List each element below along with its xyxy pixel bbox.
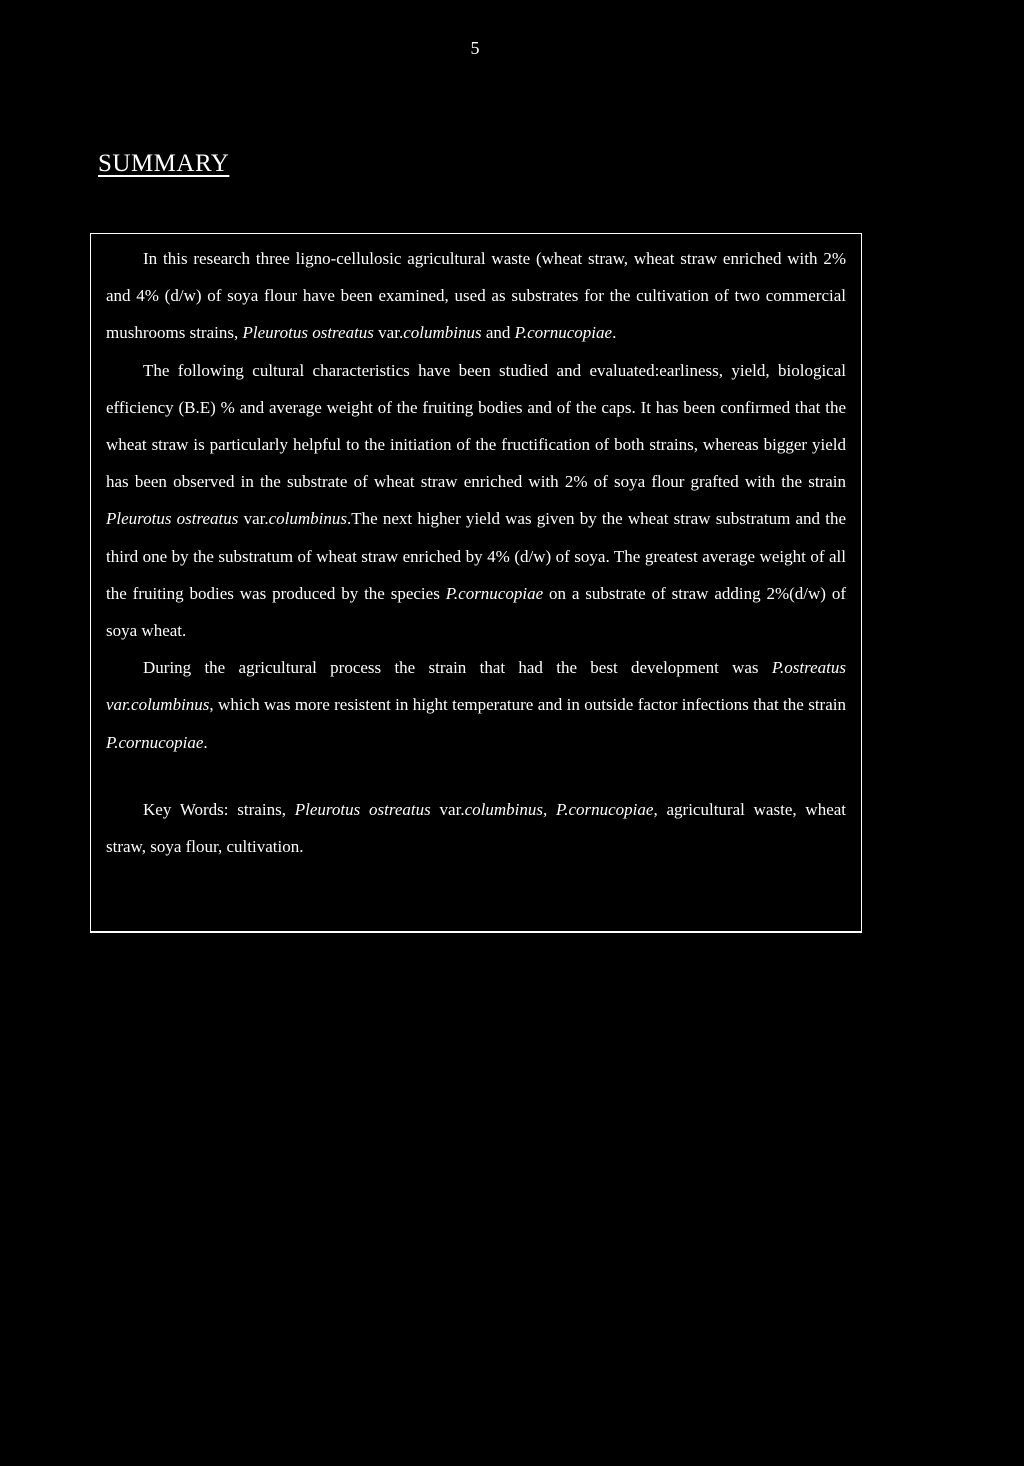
text-run: and [481, 323, 515, 343]
italic-text-run: Pleurotus ostreatus [242, 323, 374, 343]
text-run: , which was more resistent in hight temperature and in outside factor infections that the strain [209, 695, 846, 715]
page-title: SUMMARY [98, 150, 230, 177]
italic-text-run: P.cornucopiae [106, 732, 204, 752]
italic-text-run: P.cornucopiae [514, 323, 613, 343]
text-run: var. [238, 509, 269, 529]
text-run: . [203, 732, 208, 752]
summary-body [106, 240, 846, 865]
keywords-paragraph [106, 791, 846, 865]
text-run: During the agricultural process the strain that had the best development was [143, 658, 772, 678]
page-number: 5 [470, 38, 480, 58]
summary-paragraph-3 [106, 649, 846, 761]
italic-text-run: P.cornucopiae [556, 799, 654, 819]
text-run: var. [430, 799, 465, 819]
text-run: The following cultural characteristics have been studied and evaluated:earliness, yield, biological efficiency (B.E) % and average weight of the fruiting bodies and of the caps. It has been confirmed that the wheat straw is particularly helpful to the initiation of the fructification of both strains, whereas bigger yield has been observed in the substrate of wheat straw enriched with 2% of soya flour grafted with the strain [106, 360, 846, 492]
italic-text-run: P.ostreatus var.columbinus [106, 658, 846, 715]
italic-text-run: columbinus [464, 799, 543, 819]
text-run: , [542, 799, 557, 819]
italic-text-run: columbinus [268, 509, 347, 529]
italic-text-run: Pleurotus ostreatus [106, 509, 239, 529]
summary-paragraph-2 [106, 352, 846, 650]
text-run: var. [373, 323, 404, 343]
text-run: , agricultural waste, wheat straw, soya flour, cultivation. [106, 799, 847, 857]
text-run: In this research three ligno-cellulosic agricultural waste (wheat straw, wheat straw enriched with 2% and 4% (d/w) of soya flour have been examined, used as substrates for the cultivation of two commercial mushrooms strains, [106, 249, 846, 343]
summary-paragraph-1 [106, 240, 846, 352]
text-run: .The next higher yield was given by the wheat straw substratum and the third one by the substratum of wheat straw enriched by 4% (d/w) of soya. The greatest average weight of all the fruiting bodies was produced by the species [106, 509, 846, 603]
italic-text-run: columbinus [403, 323, 482, 343]
italic-text-run: P.cornucopiae [445, 583, 544, 603]
text-run: Key Words: strains, [143, 799, 295, 819]
text-run: on a substrate of straw adding 2%(d/w) of soya wheat. [106, 583, 846, 641]
italic-text-run: Pleurotus ostreatus [294, 799, 431, 819]
text-run: . [612, 323, 617, 343]
